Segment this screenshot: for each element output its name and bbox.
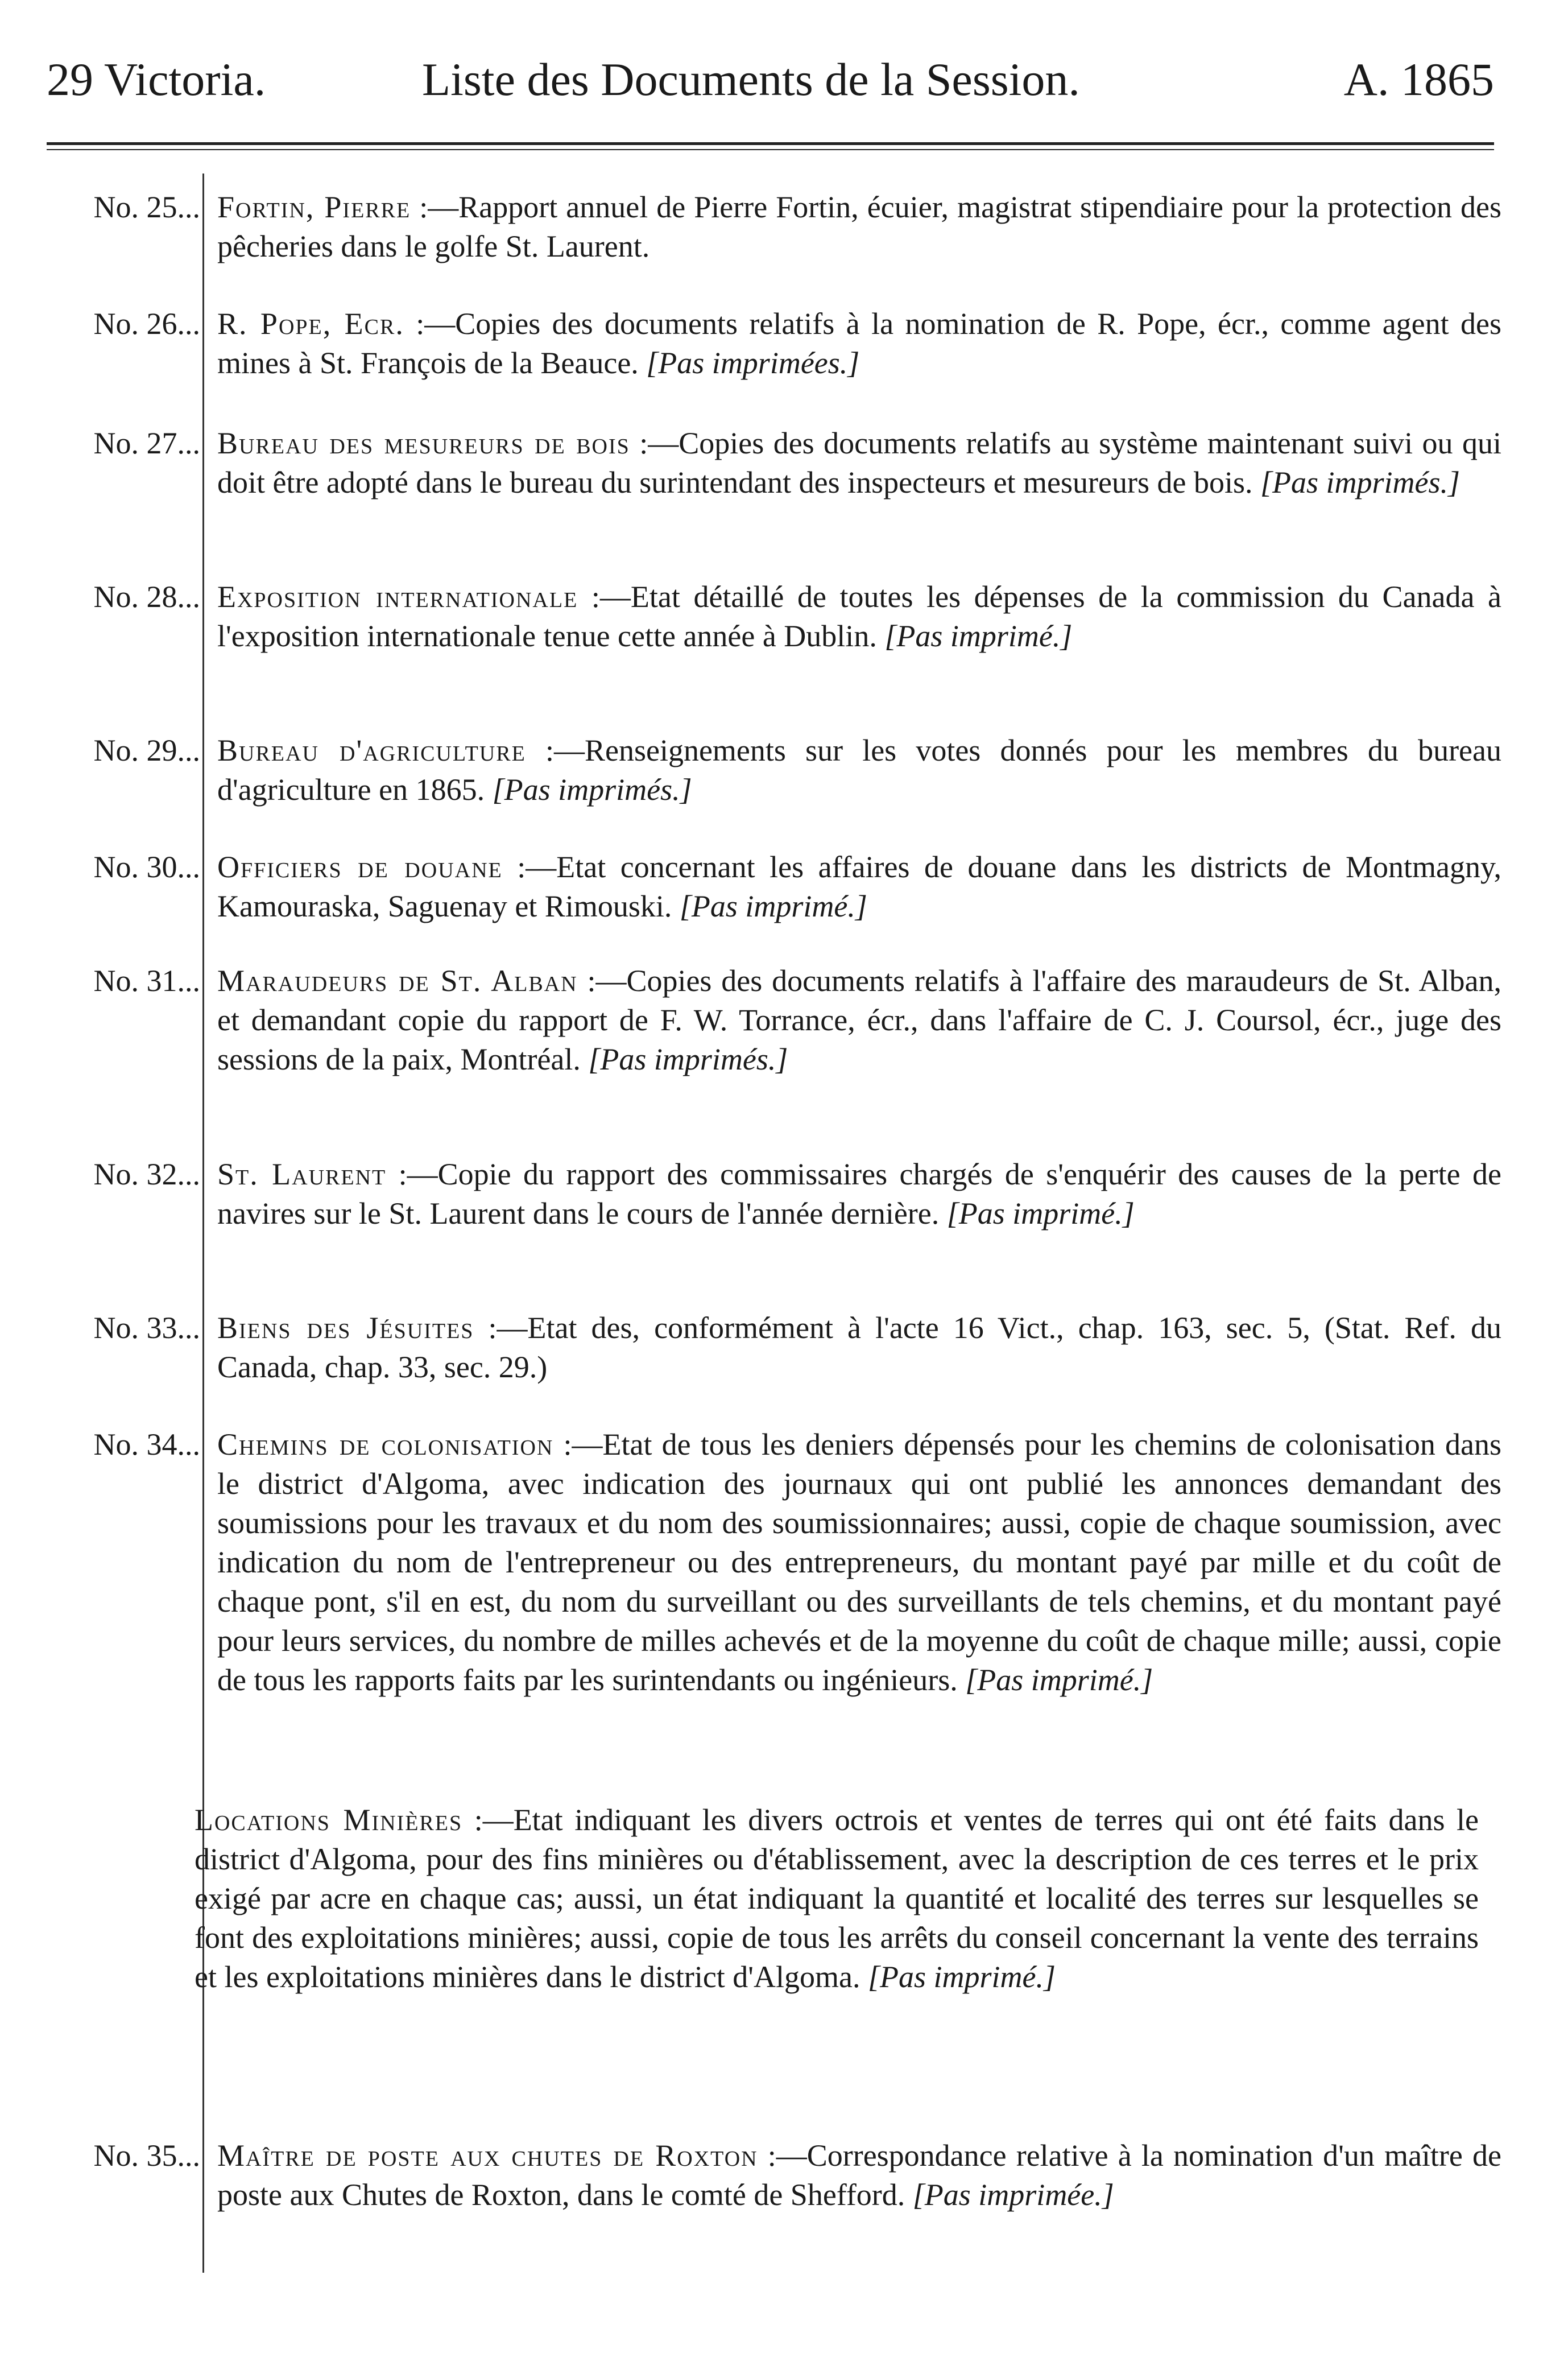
entry-title: Exposition internationale [217,580,578,614]
entry-description: :—Renseignements sur les votes donnés pour les membres du bureau d'agriculture en 1865. [217,733,1501,807]
entry-number: No. 29... [93,733,200,767]
entry-description: :—Rapport annuel de Pierre Fortin, écuier, magistrat stipendiaire pour la protection des pêcheries dans le golfe St. Laurent. [217,190,1502,263]
entry-description: :—Copie du rapport des commissaires chargés de s'enquérir des causes de la perte de navires sur le St. Laurent dans le cours de l'année dernière. [217,1157,1502,1231]
entry-note: [Pas imprimés.] [492,773,692,807]
entry-description: :—Copies des documents relatifs au système maintenant suivi ou qui doit être adopté dans le bureau du surintendant des inspecteurs et mesureurs de bois. [217,426,1502,499]
entry-number: No. 31... [93,964,200,998]
entry-31 [23,961,1501,1121]
entry-text [217,2136,1501,2215]
entry-description: :—Copies des documents relatifs à l'affaire des maraudeurs de St. Alban, et demandant copie du rapport de F. W. Torrance, écr., dans l'affaire de C. J. Coursol, écr., juge des sessions de la paix, Montréal. [217,964,1502,1076]
entry-text [217,304,1501,383]
entry-title: Biens des Jésuites [217,1311,474,1345]
entry-25 [23,188,1501,267]
entry-note: [Pas imprimé.] [946,1196,1135,1231]
entry-text [217,188,1501,266]
entry-number: No. 30... [93,850,200,884]
entry-26 [23,304,1501,384]
entry-text [217,1308,1501,1387]
entry-description: :—Correspondance relative à la nomination d'un maître de poste aux Chutes de Roxton, dans le comté de Shefford. [217,2138,1501,2212]
entry-description: :—Etat concernant les affaires de douane dans les districts de Montmagny, Kamouraska, Saguenay et Rimouski. [217,850,1501,923]
entry-text [217,961,1501,1079]
entry-title: Officiers de douane [217,850,503,884]
entry-34 [23,1425,1501,1823]
entry-title: Chemins de colonisation [217,1427,554,1461]
entry-note: [Pas imprimé.] [679,889,867,923]
entry-number: No. 34... [93,1427,200,1461]
entry-number: No. 26... [93,307,200,341]
entry-description: :—Etat détaillé de toutes les dépenses de la commission du Canada à l'exposition internationale tenue cette année à Dublin. [217,580,1501,653]
entry-35 [23,2136,1501,2256]
header-session: 29 Victoria. [47,53,266,105]
entry-text [217,424,1501,502]
header-year: A. 1865 [1343,53,1494,105]
entry-title: R. Pope, Ecr. [217,307,404,341]
entry-28 [23,577,1501,697]
entry-text [217,577,1501,656]
entry-32 [23,1155,1501,1274]
entry-description: :—Etat des, conformément à l'acte 16 Vict., chap. 163, sec. 5, (Stat. Ref. du Canada, chap. 33, sec. 29.) [217,1311,1501,1384]
entry-description: :—Etat de tous les deniers dépensés pour les chemins de colonisation dans le district d'Algoma, avec indication des journaux qui ont publié les annonces demandant des soumissions pour les travaux et du nom des soumissionnaires; aussi, copie de chaque soumission, avec indication du nom de l'entrepreneur ou des entrepreneurs, du montant payé par mille et du coût de chaque pont, s'il en est, du nom du surveillant ou des surveillants de tels chemins, et du montant payé pour leurs services, du nombre de milles achevés et de la moyenne du coût de chaque mille; aussi, copie de tous les rapports faits par les surintendants ou ingénieurs. [217,1427,1502,1697]
entry-title: Maître de poste aux chutes de Roxton [217,2138,758,2173]
entry-text [217,1155,1501,1233]
entry-title: Locations Minières [195,1803,463,1837]
entry-number: No. 33... [93,1311,200,1345]
entry-note: [Pas imprimés.] [1260,465,1461,499]
entry-number: No. 27... [93,426,200,460]
entry-note: [Pas imprimées.] [646,346,860,380]
entry-title: Fortin, Pierre [217,190,411,224]
entry-29 [23,731,1501,811]
entry-number: No. 35... [93,2138,200,2173]
entry-30 [23,848,1501,927]
entry-note: [Pas imprimé.] [884,619,1073,653]
entry-33 [23,1308,1501,1388]
header-title: Liste des Documents de la Session. [422,53,1080,105]
entry-27 [23,424,1501,543]
entry-note: [Pas imprimée.] [912,2178,1114,2212]
entry-description: :—Etat indiquant les divers octrois et ventes de terres qui ont été faits dans le district d'Algoma, pour des fins minières ou d'établissement, avec la description de ces terres et le prix exigé par acre en chaque cas; aussi, un état indiquant la quantité et localité des terres sur lesquelles se font des exploitations minières; aussi, copie de tous les arrêts du conseil concernant la vente des terrains et les exploitations minières dans le district d'Algoma. [195,1803,1479,1994]
entry-note: [Pas imprimé.] [868,1960,1056,1994]
entry-title: St. Laurent [217,1157,387,1191]
entry-text [217,731,1501,810]
page-header [47,40,1494,119]
entry-title: Bureau des mesureurs de bois [217,426,630,460]
header-rule-thin [47,149,1494,150]
entry-number: No. 25... [93,190,200,224]
entry-34-locations-minieres [195,1801,1479,1997]
entry-note: [Pas imprimé.] [965,1663,1153,1697]
entry-title: Bureau d'agriculture [217,733,526,767]
entry-note: [Pas imprimés.] [588,1042,788,1076]
entry-number: No. 28... [93,580,200,614]
entry-text [217,848,1501,926]
entry-text [217,1425,1501,1700]
entry-title: Maraudeurs de St. Alban [217,964,578,998]
entry-description: :—Copies des documents relatifs à la nomination de R. Pope, écr., comme agent des mines à St. François de la Beauce. [217,307,1502,380]
entry-number: No. 32... [93,1157,200,1191]
header-rule-thick [47,142,1494,145]
